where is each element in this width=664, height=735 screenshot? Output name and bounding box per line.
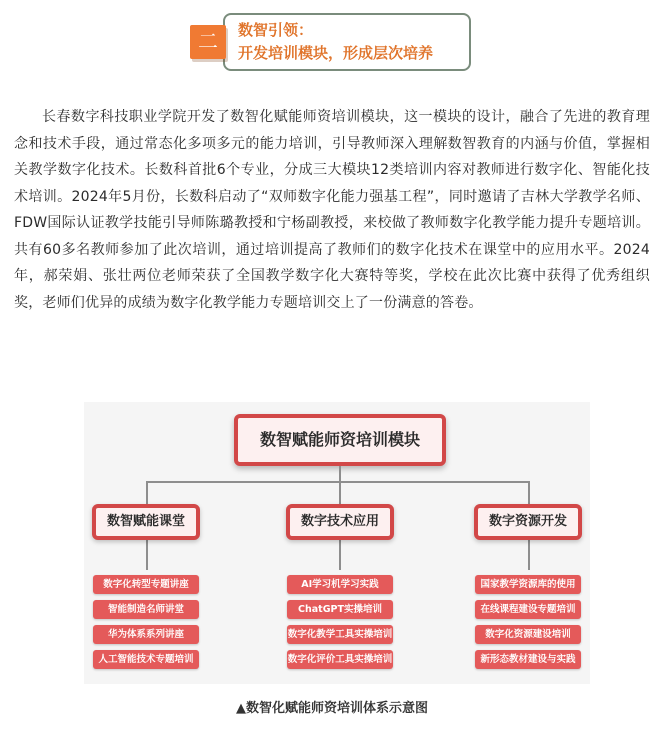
category-node-tech: 数字技术应用 [286, 504, 394, 540]
sub-item: 在线课程建设专题培训 [475, 600, 581, 619]
diagram-root-node: 数智赋能师资培训模块 [234, 414, 446, 466]
connector-right-branch [528, 540, 530, 570]
connector-horizontal [146, 481, 530, 483]
training-module-diagram [84, 402, 590, 684]
connector-mid-down [339, 482, 341, 504]
sub-item: ChatGPT实操培训 [287, 600, 393, 619]
connector-mid-branch [339, 540, 341, 570]
section-subtitle: 开发培训模块，形成层次培养 [238, 44, 434, 62]
sub-item: 数字化转型专题讲座 [93, 575, 199, 594]
category-node-classroom: 数智赋能课堂 [92, 504, 200, 540]
sub-item: 国家教学资源库的使用 [475, 575, 581, 594]
sub-item: 新形态教材建设与实践 [475, 650, 581, 669]
section-title: 数智引领： [238, 21, 314, 39]
sub-item: 智能制造名师讲堂 [93, 600, 199, 619]
section-header [190, 13, 471, 71]
connector-left-down [146, 482, 148, 504]
sub-item: 人工智能技术专题培训 [93, 650, 199, 669]
connector-left-branch [146, 540, 148, 570]
category-node-resources: 数字资源开发 [474, 504, 582, 540]
sub-item: 数字化教学工具实操培训 [287, 625, 393, 644]
sub-item: AI学习机学习实践 [287, 575, 393, 594]
sub-item: 数字化评价工具实操培训 [287, 650, 393, 669]
diagram-caption: ▲数智化赋能师资培训体系示意图 [236, 701, 428, 716]
section-number-badge: 二 [190, 25, 226, 59]
connector-right-down [528, 482, 530, 504]
body-paragraph: 长春数字科技职业学院开发了数智化赋能师资培训模块，这一模块的设计，融合了先进的教育理念和技术手段，通过常态化多项多元的能力培训，引导教师深入理解数智教育的内涵与价值，掌握相关教学数字化技术。长数科首批6个专业，分成三大模块12类培训内容对教师进行数字化、智能化技术培训。2024年5月份，长数科启动了“双师数字化能力强基工程”，同时邀请了吉林大学教学名师、FDW国际认证教学技能引导师陈璐教授和宁杨副教授，来校做了教师数字化教学能力提升专题培训。共有60多名教师参加了此次培训，通过培训提高了教师们的数字化技术在课堂中的应用水平。2024年，郝荣娟、张壮两位老师荣获了全国教学数字化大赛特等奖，学校在此次比赛中获得了优秀组织奖，老师们优异的成绩为数字化教学能力专题培训交上了一份满意的答卷。 [14, 109, 650, 311]
connector-root-down [339, 466, 341, 482]
sub-item: 数字化资源建设培训 [475, 625, 581, 644]
sub-item: 华为体系系列讲座 [93, 625, 199, 644]
